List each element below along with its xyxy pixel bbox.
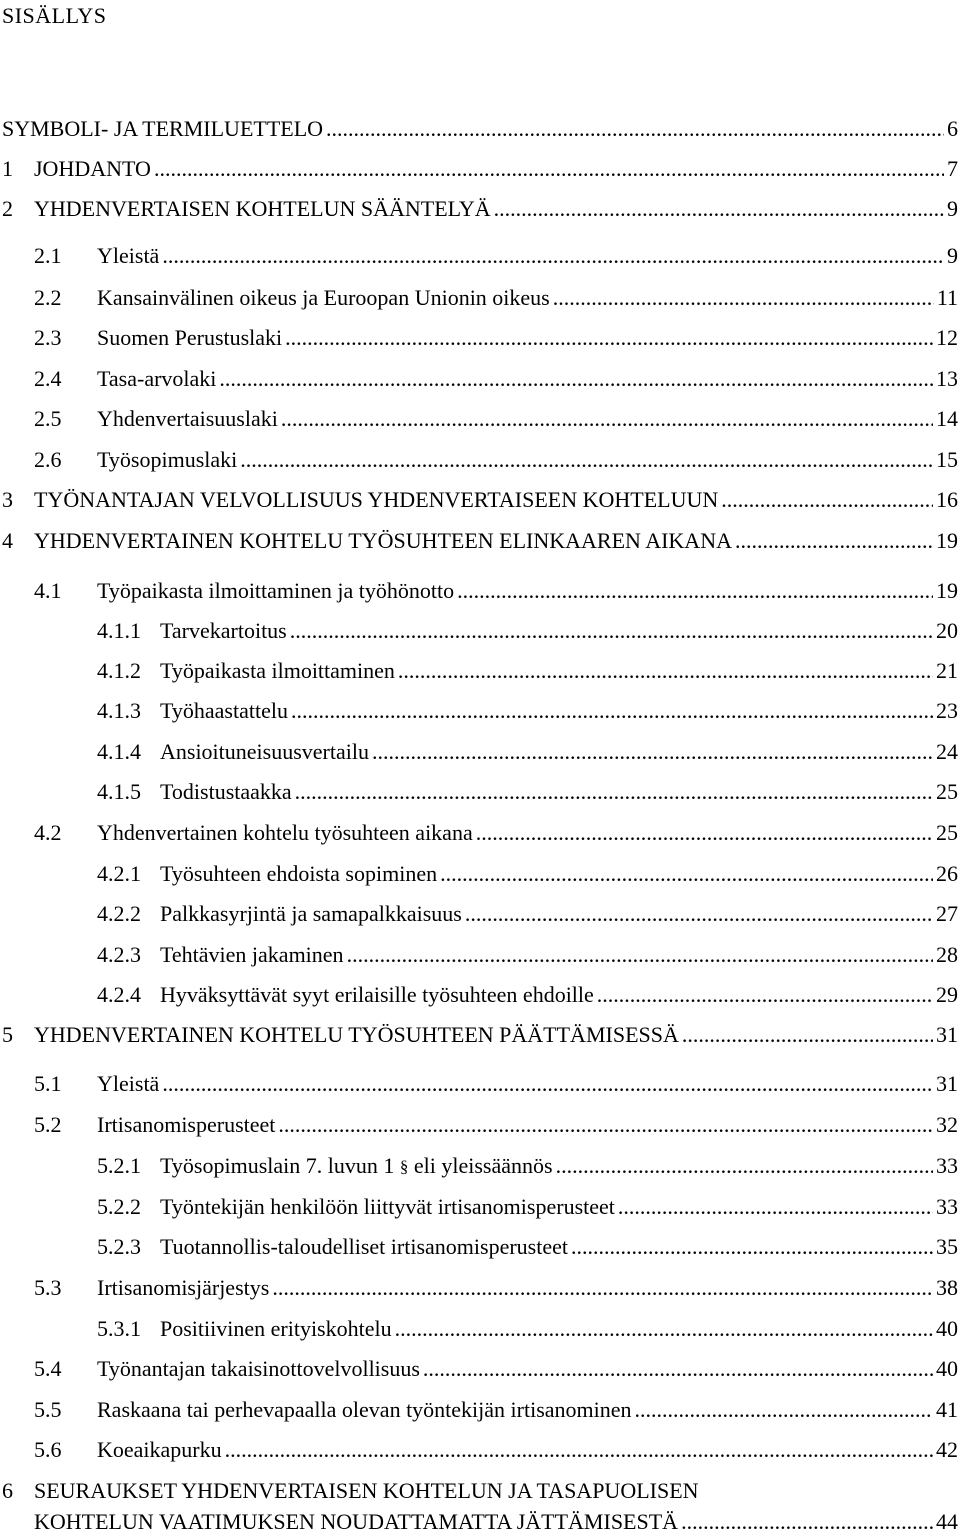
toc-page-number: 9 (947, 243, 958, 268)
toc-page-number: 33 (936, 1153, 958, 1178)
toc-leader (295, 777, 933, 807)
toc-number: 4.2.4 (97, 982, 141, 1007)
toc-entry-symbols[interactable] (0, 114, 958, 144)
toc-page-number: 7 (947, 156, 958, 181)
toc-page-number: 23 (936, 698, 958, 723)
toc-entry-4-2-4[interactable] (0, 980, 958, 1010)
toc-entry-1[interactable] (0, 154, 958, 184)
toc-entry-5-4[interactable] (0, 1354, 958, 1384)
toc-page-number: 20 (936, 618, 958, 643)
toc-leader (281, 404, 933, 434)
toc-title: Työhaastattelu (160, 698, 288, 723)
toc-entry-4-1-3[interactable] (0, 696, 958, 726)
toc-entry-3[interactable] (0, 485, 958, 515)
toc-number: 4.1.1 (97, 618, 141, 643)
toc-entry-5-1[interactable] (0, 1069, 958, 1099)
toc-leader (398, 656, 933, 686)
toc-leader (556, 1151, 933, 1181)
toc-page-number: 16 (936, 487, 958, 512)
toc-number: 5.2.2 (97, 1194, 141, 1219)
toc-page-number: 42 (936, 1437, 958, 1462)
toc-title (160, 1151, 553, 1182)
toc-page-number: 40 (936, 1356, 958, 1381)
toc-page-number: 25 (936, 820, 958, 845)
toc-entry-5[interactable] (0, 1020, 958, 1050)
toc-leader (494, 194, 944, 224)
toc-title: JOHDANTO (34, 156, 151, 181)
toc-entry-5-3-1[interactable] (0, 1314, 958, 1344)
toc-number: 5.6 (34, 1437, 62, 1462)
toc-title: Raskaana tai perhevapaalla olevan työntekijän irtisanominen (97, 1397, 632, 1422)
toc-title: Yleistä (97, 1071, 160, 1096)
toc-number: 4.1.3 (97, 698, 141, 723)
toc-number: 2.5 (34, 406, 62, 431)
toc-leader (440, 859, 933, 889)
toc-title: Tarvekartoitus (160, 618, 287, 643)
toc-entry-2-3[interactable] (0, 323, 958, 353)
toc-number: 5.2.1 (97, 1153, 141, 1178)
toc-entry-6[interactable] (0, 1476, 958, 1538)
toc-entry-4-1[interactable] (0, 576, 958, 606)
toc-title: Suomen Perustuslaki (97, 325, 283, 350)
toc-leader (154, 154, 944, 184)
toc-leader (162, 241, 944, 271)
toc-entry-4-2[interactable] (0, 818, 958, 848)
toc-number: 5.2 (34, 1112, 62, 1137)
toc-entry-2[interactable] (0, 194, 958, 224)
toc-entry-2-5[interactable] (0, 404, 958, 434)
toc-title: Palkkasyrjintä ja samapalkkaisuus (160, 901, 462, 926)
toc-number: 2.3 (34, 325, 62, 350)
toc-title: Työntekijän henkilöön liittyvät irtisanomisperusteet (160, 1194, 615, 1219)
toc-title: Yleistä (97, 243, 160, 268)
toc-entry-4-2-1[interactable] (0, 859, 958, 889)
toc-leader (372, 737, 933, 767)
toc-number: 2.2 (34, 285, 62, 310)
toc-page-number: 26 (936, 861, 958, 886)
toc-number: 4.1.4 (97, 739, 141, 764)
toc-page-number: 28 (936, 942, 958, 967)
toc-title: Työsopimuslaki (97, 447, 238, 472)
toc-leader (423, 1354, 933, 1384)
toc-entry-5-5[interactable] (0, 1395, 958, 1425)
toc-title-line-1: SEURAUKSET YHDENVERTAISEN KOHTELUN JA TASAPUOLISEN (34, 1478, 699, 1503)
toc-page-number: 6 (947, 116, 958, 141)
toc-title: Irtisanomisperusteet (97, 1112, 276, 1137)
toc-page-number: 25 (936, 779, 958, 804)
toc-page-number: 31 (936, 1071, 958, 1096)
toc-entry-5-2[interactable] (0, 1110, 958, 1140)
toc-leader (326, 114, 944, 144)
toc-leader (240, 445, 933, 475)
toc-number: 2.1 (34, 243, 62, 268)
toc-leader (465, 899, 933, 929)
toc-number: 4.1 (34, 578, 62, 603)
toc-entry-2-4[interactable] (0, 364, 958, 394)
toc-leader (347, 940, 933, 970)
toc-page-number: 29 (936, 982, 958, 1007)
toc-title: Todistustaakka (160, 779, 292, 804)
toc-leader (219, 364, 933, 394)
toc-page-number: 38 (936, 1275, 958, 1300)
toc-page-number: 24 (936, 739, 958, 764)
toc-page-number: 40 (936, 1316, 958, 1341)
toc-title: TYÖNANTAJAN VELVOLLISUUS YHDENVERTAISEEN KOHTELUUN (34, 487, 719, 512)
toc-number: 4.2.1 (97, 861, 141, 886)
toc-number: 5.1 (34, 1071, 62, 1096)
toc-number: 4.1.2 (97, 658, 141, 683)
toc-page-number: 31 (936, 1022, 958, 1047)
toc-number: 4.2 (34, 820, 62, 845)
toc-title: SYMBOLI- JA TERMILUETTELO (2, 116, 324, 141)
toc-title: YHDENVERTAISEN KOHTELUN SÄÄNTELYÄ (34, 196, 491, 221)
toc-entry-5-2-2[interactable] (0, 1192, 958, 1222)
toc-leader (735, 526, 933, 556)
toc-entry-4[interactable] (0, 526, 958, 556)
toc-page-number: 19 (936, 528, 958, 553)
toc-number: 5.4 (34, 1356, 62, 1381)
toc-title: Hyväksyttävät syyt erilaisille työsuhteen ehdoille (160, 982, 594, 1007)
toc-entry-2-2[interactable] (0, 283, 958, 313)
toc-entry-4-2-3[interactable] (0, 940, 958, 970)
toc-page-number: 32 (936, 1112, 958, 1137)
toc-number: 6 (2, 1478, 13, 1503)
toc-number: 4.2.3 (97, 942, 141, 967)
toc-number: 3 (2, 487, 13, 512)
toc-number: 5.3.1 (97, 1316, 141, 1341)
toc-leader (635, 1395, 933, 1425)
toc-title-line-2: KOHTELUN VAATIMUKSEN NOUDATTAMATTA JÄTTÄMISESTÄ (34, 1509, 679, 1534)
toc-leader (682, 1020, 933, 1050)
toc-leader (291, 696, 933, 726)
toc-title: YHDENVERTAINEN KOHTELU TYÖSUHTEEN PÄÄTTÄMISESSÄ (34, 1022, 679, 1047)
toc-title: Irtisanomisjärjestys (97, 1275, 270, 1300)
toc-entry-4-1-4[interactable] (0, 737, 958, 767)
toc-title: Yhdenvertaisuuslaki (97, 406, 278, 431)
toc-page-number: 14 (936, 406, 958, 431)
toc-number: 5.3 (34, 1275, 62, 1300)
toc-entry-4-1-1[interactable] (0, 616, 958, 646)
toc-page-number: 15 (936, 447, 958, 472)
toc-leader (476, 818, 933, 848)
toc-leader (272, 1273, 933, 1303)
toc-number: 5 (2, 1022, 13, 1047)
toc-entry-5-6[interactable] (0, 1435, 958, 1465)
toc-leader (278, 1110, 933, 1140)
toc-number: 4 (2, 528, 13, 553)
toc-entry-2-6[interactable] (0, 445, 958, 475)
toc-number: 4.2.2 (97, 901, 141, 926)
toc-entry-2-1[interactable] (0, 241, 958, 271)
toc-page-number: 13 (936, 366, 958, 391)
toc-leader (571, 1232, 933, 1262)
toc-entry-4-2-2[interactable] (0, 899, 958, 929)
toc-page-number: 19 (936, 578, 958, 603)
toc-page-number: 11 (936, 285, 958, 310)
toc-page-number: 12 (936, 325, 958, 350)
toc-page-number: 21 (936, 658, 958, 683)
toc-title: Tasa-arvolaki (97, 366, 217, 391)
toc-leader (681, 1507, 933, 1537)
toc-page-number: 35 (936, 1234, 958, 1259)
toc-entry-4-1-2[interactable] (0, 656, 958, 686)
toc-leader (290, 616, 933, 646)
toc-page-number: 9 (947, 196, 958, 221)
toc-title: Yhdenvertainen kohtelu työsuhteen aikana (97, 820, 473, 845)
toc-title: YHDENVERTAINEN KOHTELU TYÖSUHTEEN ELINKAAREN AIKANA (34, 528, 732, 553)
toc-title: Kansainvälinen oikeus ja Euroopan Unionin oikeus (97, 285, 550, 310)
toc-title-part: eli yleissäännös (413, 1153, 553, 1178)
toc-number: 4.1.5 (97, 779, 141, 804)
toc-leader (285, 323, 933, 353)
toc-page-number: 41 (936, 1397, 958, 1422)
toc-leader (618, 1192, 933, 1222)
toc-title: Ansioituneisuusvertailu (160, 739, 369, 764)
toc-title-part: Työsopimuslain 7. luvun 1 (160, 1153, 395, 1178)
toc-entry-4-1-5[interactable] (0, 777, 958, 807)
toc-page-number: 44 (936, 1509, 958, 1534)
toc-leader (597, 980, 933, 1010)
toc-number: 5.5 (34, 1397, 62, 1422)
toc-entry-5-2-1[interactable] (0, 1151, 958, 1181)
toc-number: 2.6 (34, 447, 62, 472)
toc-number: 5.2.3 (97, 1234, 141, 1259)
toc-leader (721, 485, 933, 515)
toc-entry-5-3[interactable] (0, 1273, 958, 1303)
toc-page-number: 27 (936, 901, 958, 926)
toc-entry-5-2-3[interactable] (0, 1232, 958, 1262)
toc-title: Työnantajan takaisinottovelvollisuus (97, 1356, 420, 1381)
toc-page-number: 33 (936, 1194, 958, 1219)
toc-leader (553, 283, 934, 313)
toc-title: Työsuhteen ehdoista sopiminen (160, 861, 438, 886)
toc-title: Tuotannollis-taloudelliset irtisanomisperusteet (160, 1234, 568, 1259)
section-sign-icon: § (399, 1157, 409, 1176)
toc-title: Tehtävien jakaminen (160, 942, 344, 967)
toc-number: 2 (2, 196, 13, 221)
toc-title: Työpaikasta ilmoittaminen ja työhönotto (97, 578, 455, 603)
toc-leader (225, 1435, 933, 1465)
toc-title: Positiivinen erityiskohtelu (160, 1316, 392, 1341)
toc-leader (162, 1069, 933, 1099)
toc-leader (457, 576, 933, 606)
toc-number: 1 (2, 156, 13, 181)
toc-title: Koeaikapurku (97, 1437, 222, 1462)
page-title: SISÄLLYS (2, 3, 107, 28)
toc-leader (395, 1314, 933, 1344)
toc-title: Työpaikasta ilmoittaminen (160, 658, 395, 683)
toc-number: 2.4 (34, 366, 62, 391)
